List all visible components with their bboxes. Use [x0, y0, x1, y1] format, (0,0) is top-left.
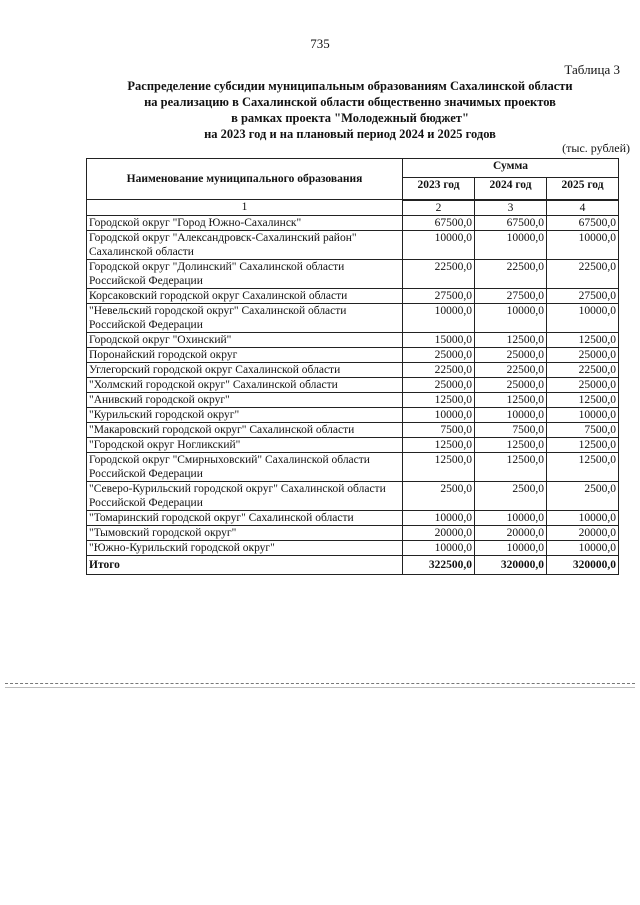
- amount-cell: 20000,0: [475, 525, 547, 540]
- amount-cell: 22500,0: [547, 362, 619, 377]
- column-number: 3: [475, 200, 547, 216]
- total-row: [87, 555, 619, 574]
- amount-cell: 12500,0: [475, 332, 547, 347]
- amount-cell: 2500,0: [475, 481, 547, 510]
- amount-cell: 25000,0: [547, 347, 619, 362]
- table-row: [87, 377, 619, 392]
- amount-cell: 12500,0: [547, 392, 619, 407]
- amount-cell: 22500,0: [403, 259, 475, 288]
- amount-cell: 10000,0: [403, 303, 475, 332]
- amount-cell: 67500,0: [547, 215, 619, 230]
- amount-cell: 10000,0: [403, 510, 475, 525]
- total-label: Итого: [87, 555, 403, 574]
- amount-cell: 12500,0: [403, 392, 475, 407]
- table-row: [87, 347, 619, 362]
- table-row: [87, 452, 619, 481]
- amount-cell: 10000,0: [547, 230, 619, 259]
- municipality-name: "Анивский городской округ": [87, 392, 403, 407]
- municipality-name: "Макаровский городской округ" Сахалинской области: [87, 422, 403, 437]
- municipality-name: "Томаринский городской округ" Сахалинской области: [87, 510, 403, 525]
- title-line: Распределение субсидии муниципальным образованиям Сахалинской области: [127, 79, 573, 93]
- amount-cell: 22500,0: [547, 259, 619, 288]
- amount-cell: 10000,0: [547, 303, 619, 332]
- amount-cell: 10000,0: [547, 510, 619, 525]
- municipality-name: Городской округ "Город Южно-Сахалинск": [87, 215, 403, 230]
- amount-cell: 20000,0: [403, 525, 475, 540]
- municipality-name: "Невельский городской округ" Сахалинской области Российской Федерации: [87, 303, 403, 332]
- amount-cell: 7500,0: [403, 422, 475, 437]
- municipality-name: "Южно-Курильский городской округ": [87, 540, 403, 555]
- table-row: [87, 288, 619, 303]
- amount-cell: 12500,0: [475, 437, 547, 452]
- total-amount: 322500,0: [403, 555, 475, 574]
- column-header-year: 2024 год: [475, 178, 547, 200]
- amount-cell: 12500,0: [547, 332, 619, 347]
- amount-cell: 67500,0: [403, 215, 475, 230]
- column-number: 4: [547, 200, 619, 216]
- amount-cell: 25000,0: [403, 347, 475, 362]
- page-number: 735: [310, 36, 330, 51]
- municipality-name: "Курильский городской округ": [87, 407, 403, 422]
- amount-cell: 10000,0: [403, 230, 475, 259]
- table-row: [87, 407, 619, 422]
- municipality-name: "Северо-Курильский городской округ" Сахалинской области Российской Федерации: [87, 481, 403, 510]
- municipality-name: Городской округ "Долинский" Сахалинской области Российской Федерации: [87, 259, 403, 288]
- table-row: [87, 481, 619, 510]
- amount-cell: 7500,0: [547, 422, 619, 437]
- amount-cell: 25000,0: [403, 377, 475, 392]
- table-body: [87, 200, 619, 575]
- municipality-name: Углегорский городской округ Сахалинской области: [87, 362, 403, 377]
- amount-cell: 27500,0: [403, 288, 475, 303]
- table-row: [87, 215, 619, 230]
- column-number: 1: [87, 200, 403, 216]
- table-label: Таблица 3: [564, 62, 620, 77]
- amount-cell: 20000,0: [547, 525, 619, 540]
- municipality-name: "Тымовский городской округ": [87, 525, 403, 540]
- amount-cell: 2500,0: [547, 481, 619, 510]
- amount-cell: 12500,0: [547, 437, 619, 452]
- total-amount: 320000,0: [547, 555, 619, 574]
- title-line: на реализацию в Сахалинской области общественно значимых проектов: [144, 95, 556, 109]
- separator-line: [5, 687, 635, 688]
- amount-cell: 10000,0: [475, 407, 547, 422]
- table-row: [87, 540, 619, 555]
- title-line: на 2023 год и на плановый период 2024 и 2025 годов: [204, 127, 496, 141]
- municipality-name: "Холмский городской округ" Сахалинской области: [87, 377, 403, 392]
- amount-cell: 10000,0: [547, 407, 619, 422]
- separator-line: [5, 683, 635, 684]
- table-row: [87, 332, 619, 347]
- amount-cell: 10000,0: [475, 540, 547, 555]
- column-header-year: 2025 год: [547, 178, 619, 200]
- amount-cell: 10000,0: [403, 540, 475, 555]
- amount-cell: 22500,0: [403, 362, 475, 377]
- amount-cell: 10000,0: [475, 510, 547, 525]
- column-header-name: Наименование муниципального образования: [87, 159, 403, 200]
- municipality-name: Городской округ "Александровск-Сахалинский район" Сахалинской области: [87, 230, 403, 259]
- municipality-name: "Городской округ Ногликский": [87, 437, 403, 452]
- table-row: [87, 422, 619, 437]
- amount-cell: 27500,0: [547, 288, 619, 303]
- amount-cell: 10000,0: [475, 230, 547, 259]
- table-row: [87, 525, 619, 540]
- amount-cell: 10000,0: [547, 540, 619, 555]
- amount-cell: 12500,0: [547, 452, 619, 481]
- municipality-name: Корсаковский городской округ Сахалинской области: [87, 288, 403, 303]
- title-line: в рамках проекта "Молодежный бюджет": [231, 111, 469, 125]
- table-row: [87, 259, 619, 288]
- amount-cell: 7500,0: [475, 422, 547, 437]
- amount-cell: 25000,0: [547, 377, 619, 392]
- amount-cell: 27500,0: [475, 288, 547, 303]
- subsidy-table: [86, 158, 619, 575]
- amount-cell: 22500,0: [475, 362, 547, 377]
- unit-label: (тыс. рублей): [562, 141, 630, 155]
- municipality-name: Поронайский городской округ: [87, 347, 403, 362]
- amount-cell: 10000,0: [403, 407, 475, 422]
- table-row: [87, 392, 619, 407]
- amount-cell: 12500,0: [403, 437, 475, 452]
- column-header-year: 2023 год: [403, 178, 475, 200]
- municipality-name: Городской округ "Охинский": [87, 332, 403, 347]
- column-number: 2: [403, 200, 475, 216]
- table-row: [87, 510, 619, 525]
- amount-cell: 25000,0: [475, 347, 547, 362]
- municipality-name: Городской округ "Смирныховский" Сахалинской области Российской Федерации: [87, 452, 403, 481]
- amount-cell: 22500,0: [475, 259, 547, 288]
- table-row: [87, 437, 619, 452]
- column-header-sum: Сумма: [403, 159, 619, 178]
- amount-cell: 12500,0: [403, 452, 475, 481]
- total-amount: 320000,0: [475, 555, 547, 574]
- amount-cell: 12500,0: [475, 392, 547, 407]
- amount-cell: 67500,0: [475, 215, 547, 230]
- column-number-row: [87, 200, 619, 216]
- amount-cell: 15000,0: [403, 332, 475, 347]
- table-row: [87, 230, 619, 259]
- table-row: [87, 362, 619, 377]
- amount-cell: 2500,0: [403, 481, 475, 510]
- amount-cell: 25000,0: [475, 377, 547, 392]
- amount-cell: 12500,0: [475, 452, 547, 481]
- amount-cell: 10000,0: [475, 303, 547, 332]
- table-row: [87, 303, 619, 332]
- document-title: [90, 78, 610, 142]
